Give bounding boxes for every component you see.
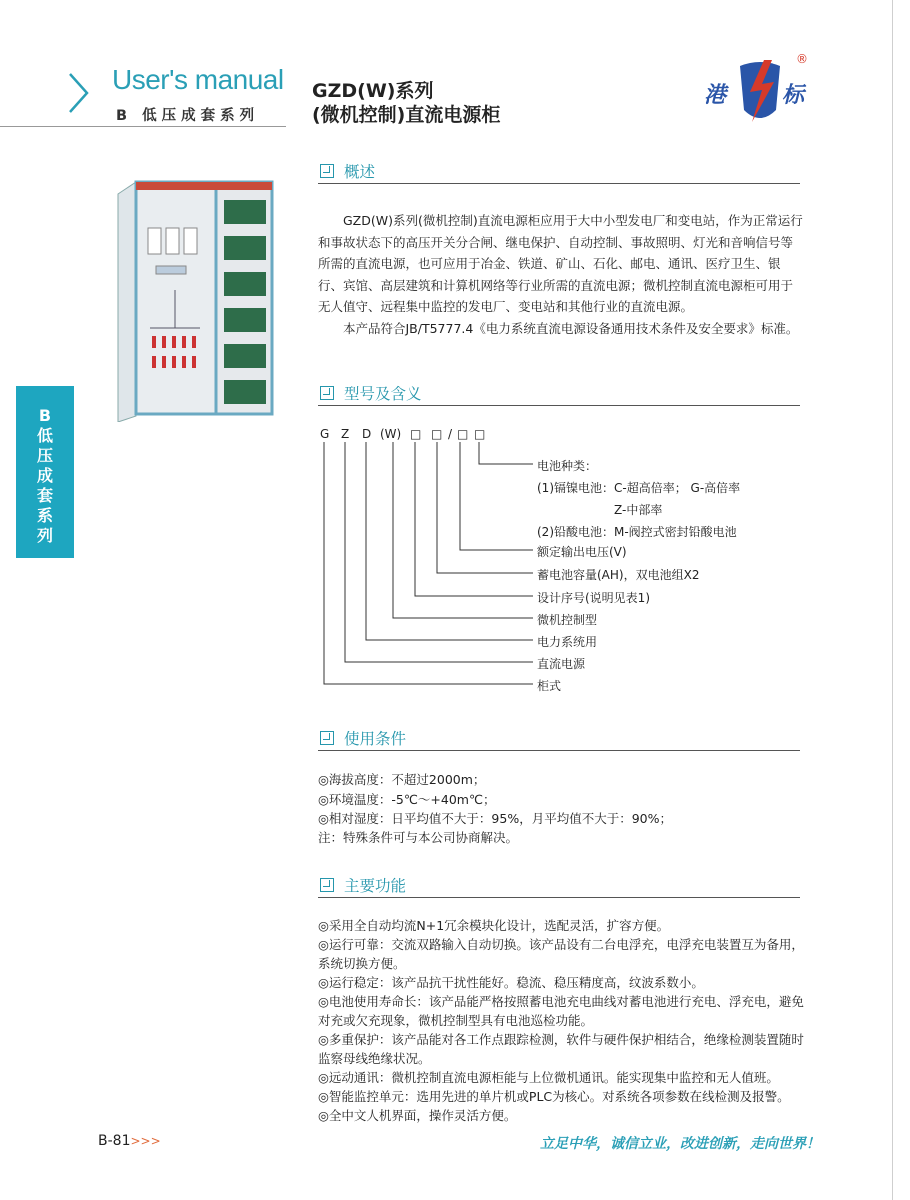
model-label: 电力系统用	[537, 635, 598, 649]
header-rule	[0, 126, 286, 127]
condition-item: ◎环境温度：-5℃～+40m℃；	[318, 792, 496, 807]
model-label: 柜式	[537, 679, 562, 693]
features-list	[318, 916, 808, 1125]
registered-mark: ®	[796, 52, 808, 66]
condition-item: ◎相对湿度：日平均值不大于：95%，月平均值不大于：90%；	[318, 811, 672, 826]
features-rule	[318, 897, 800, 898]
section-arrow-icon	[320, 164, 334, 178]
condition-note: 注：特殊条件可与本公司协商解决。	[318, 830, 519, 845]
company-slogan: 立足中华，诚信立业，改进创新，走向世界！	[540, 1136, 820, 1152]
brand-logo	[704, 52, 816, 130]
logo-text-left: 港	[704, 83, 727, 108]
overview-heading: 概述	[320, 160, 375, 182]
manual-title: User's manual	[112, 64, 284, 95]
conditions-heading: 使用条件	[320, 727, 406, 749]
code-token: □	[457, 427, 469, 441]
feature-item: ◎远动通讯：微机控制直流电源柜能与上位微机通讯。能实现集中监控和无人值班。	[318, 1070, 779, 1085]
logo-text-right: 标	[782, 83, 805, 108]
code-token: G	[320, 427, 330, 441]
code-token: □	[474, 427, 486, 441]
model-label: 直流电源	[537, 657, 586, 671]
code-token: □	[431, 427, 443, 441]
model-code-connector-lines	[318, 440, 538, 690]
code-token: Z	[341, 427, 350, 441]
model-rule	[318, 405, 800, 406]
model-label: 蓄电池容量(AH)，双电池组X2	[537, 568, 700, 582]
overview-standard: 本产品符合JB/T5777.4《电力系统直流电源设备通用技术条件及安全要求》标准。	[343, 321, 799, 336]
model-label: 微机控制型	[537, 613, 598, 627]
section-arrow-icon	[320, 878, 334, 892]
feature-item: ◎运行稳定：该产品抗干扰性能好。稳流、稳压精度高，纹波系数小。	[318, 975, 704, 990]
features-heading: 主要功能	[320, 874, 406, 896]
cabinet-photo	[100, 180, 290, 422]
side-tab	[16, 386, 74, 558]
feature-item: ◎智能监控单元：选用先进的单片机或PLC为核心。对系统各项参数在线检测及报警。	[318, 1089, 790, 1104]
product-title-line2: (微机控制)直流电源柜	[312, 104, 501, 126]
model-label: 额定输出电压(V)	[537, 545, 627, 559]
model-label: 设计序号(说明见表1)	[537, 591, 650, 605]
feature-item: ◎采用全自动均流N+1冗余模块化设计，选配灵活，扩容方便。	[318, 918, 670, 933]
product-title-line1: GZD(W)系列	[312, 80, 434, 102]
side-tab-char: 系	[36, 506, 53, 525]
model-label: Z-中部率	[614, 503, 663, 517]
chevron-right-icon	[66, 70, 92, 116]
condition-item: ◎海拔高度：不超过2000m；	[318, 772, 486, 787]
feature-item: ◎电池使用寿命长：该产品能严格按照蓄电池充电曲线对蓄电池进行充电、浮充电，避免对充或欠充现象，微机控制型具有电池巡检功能。	[318, 994, 804, 1028]
side-tab-char: 低	[36, 426, 53, 445]
feature-item: ◎运行可靠：交流双路输入自动切换。该产品设有二台电浮充，电浮充电装置互为备用，系统切换方便。	[318, 937, 804, 971]
series-label: B 低压成套系列	[116, 108, 260, 124]
page-number: B-81>>>	[98, 1133, 161, 1149]
overview-rule	[318, 183, 800, 184]
section-arrow-icon	[320, 386, 334, 400]
model-label: (2)铅酸电池：M-阀控式密封铅酸电池	[537, 525, 737, 539]
model-heading: 型号及含义	[320, 382, 422, 404]
page-edge-line	[892, 0, 893, 1200]
feature-item: ◎全中文人机界面，操作灵活方便。	[318, 1108, 517, 1123]
code-token: D	[362, 427, 372, 441]
side-tab-char: 列	[36, 526, 53, 545]
conditions-rule	[318, 750, 800, 751]
side-tab-char: B	[38, 406, 52, 425]
code-token: /	[448, 427, 453, 441]
code-token: (W)	[380, 427, 402, 441]
model-label: 电池种类：	[537, 459, 598, 473]
side-tab-char: 压	[36, 446, 53, 465]
model-label: (1)镉镍电池：C-超高倍率； G-高倍率	[537, 481, 741, 495]
overview-paragraph: GZD(W)系列(微机控制)直流电源柜应用于大中小型发电厂和变电站，作为正常运行和事故状态下的高压开关分合闸、继电保护、自动控制、事故照明、灯光和音响信号等所需的直流电源，也可应用于冶金、铁道、矿山、石化、邮电、通讯、医疗卫生、银行、宾馆、高层建筑和计算机网络等行业所需的直流电源；微机控制直流电源柜可用于无人值守、远程集中监控的发电厂、变电站和其他行业的直流电源。	[318, 213, 803, 314]
section-arrow-icon	[320, 731, 334, 745]
side-tab-char: 套	[36, 486, 53, 505]
page-arrows: >>>	[130, 1134, 161, 1148]
code-token: □	[410, 427, 422, 441]
side-tab-char: 成	[36, 466, 53, 485]
feature-item: ◎多重保护：该产品能对各工作点跟踪检测，软件与硬件保护相结合，绝缘检测装置随时监察母线绝缘状况。	[318, 1032, 804, 1066]
